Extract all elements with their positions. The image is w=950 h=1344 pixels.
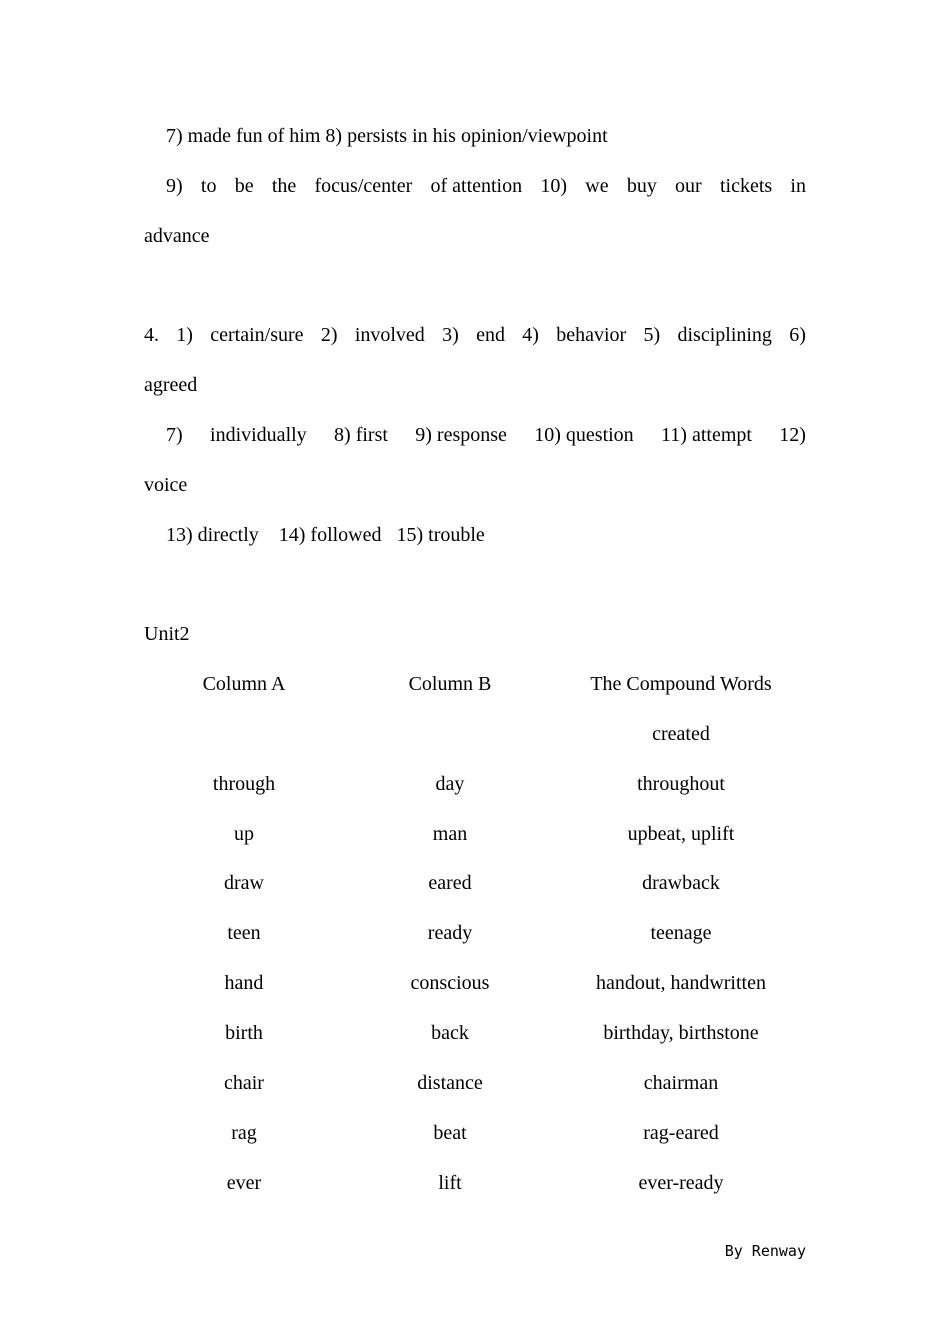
word: 6) [789, 324, 806, 346]
answer-line-9-10 [166, 174, 806, 198]
word: 4. [144, 324, 159, 346]
cell-compound-word: throughout [637, 773, 725, 795]
word: 2) [320, 324, 338, 346]
word: in [790, 175, 806, 197]
word: end [476, 324, 505, 346]
cell-column-a: through [212, 773, 276, 795]
word: 5) [643, 324, 661, 346]
answer-line-7-8: 7) made fun of him 8) persists in his opinion/viewpoint [166, 125, 608, 147]
cell-compound-word: birthday, birthstone [603, 1022, 759, 1044]
section-4-line-1 [144, 323, 806, 347]
header-column-a: Column A [202, 673, 286, 695]
cell-compound-word: handout, handwritten [596, 972, 766, 994]
word: behavior [556, 324, 627, 346]
table-row [0, 1171, 950, 1195]
cell-column-a: ever [226, 1172, 262, 1194]
cell-column-a: chair [224, 1072, 264, 1094]
header-compound-words: The Compound Words [590, 673, 772, 695]
table-row [0, 772, 950, 796]
word: focus/center [314, 175, 413, 197]
table-row [0, 1021, 950, 1045]
word: 10) question [534, 424, 634, 446]
table-row [0, 921, 950, 945]
word: 11) attempt [661, 424, 752, 446]
cell-column-a: rag [231, 1122, 257, 1144]
section-4-line-2: agreed [144, 374, 198, 396]
cell-compound-word: chairman [643, 1072, 719, 1094]
word: 12) [779, 424, 806, 446]
word: to [200, 175, 217, 197]
word: 3) [442, 324, 459, 346]
cell-compound-word: ever-ready [638, 1172, 724, 1194]
cell-column-b: back [431, 1022, 469, 1044]
table-row [0, 871, 950, 895]
word: 9) [166, 175, 183, 197]
table-header-row [0, 672, 950, 696]
table-row [0, 822, 950, 846]
section-4-line-3 [166, 423, 806, 447]
cell-column-a: birth [225, 1022, 263, 1044]
word: tickets [719, 175, 773, 197]
word: 8) first [334, 424, 388, 446]
table-header-continuation-row [0, 722, 950, 746]
cell-column-b: eared [428, 872, 472, 894]
cell-column-b: ready [427, 922, 473, 944]
word: our [675, 175, 702, 197]
word: be [234, 175, 254, 197]
word: 7) [166, 424, 183, 446]
word: 1) [176, 324, 193, 346]
cell-column-b: beat [433, 1122, 467, 1144]
cell-column-b: man [432, 823, 468, 845]
cell-column-b: lift [438, 1172, 462, 1194]
word: we [585, 175, 609, 197]
cell-compound-word: rag-eared [643, 1122, 719, 1144]
word: 9) response [415, 424, 507, 446]
word: the [271, 175, 297, 197]
cell-column-a: draw [224, 872, 264, 894]
word: 10) [540, 175, 568, 197]
cell-compound-word: teenage [650, 922, 712, 944]
word: buy [626, 175, 657, 197]
header-column-b: Column B [408, 673, 492, 695]
cell-compound-word: upbeat, uplift [627, 823, 735, 845]
word: involved [354, 324, 425, 346]
cell-column-a: hand [224, 972, 264, 994]
footer-author: By Renway [724, 1242, 806, 1260]
unit-2-title: Unit2 [144, 623, 190, 645]
answer-line-continuation: advance [144, 225, 210, 247]
cell-column-b: distance [417, 1072, 483, 1094]
word: 4) [522, 324, 539, 346]
cell-column-b: day [435, 773, 465, 795]
header-compound-words-continuation: created [652, 723, 710, 745]
word: disciplining [677, 324, 772, 346]
table-row [0, 1121, 950, 1145]
cell-column-a: teen [227, 922, 261, 944]
word: certain/sure [210, 324, 304, 346]
cell-compound-word: drawback [642, 872, 720, 894]
section-4-line-5: 13) directly 14) followed 15) trouble [166, 524, 485, 546]
word: individually [210, 424, 307, 446]
table-row [0, 971, 950, 995]
cell-column-b: conscious [410, 972, 490, 994]
table-row [0, 1071, 950, 1095]
word: of attention [430, 175, 523, 197]
cell-column-a: up [234, 823, 254, 845]
section-4-line-4: voice [144, 474, 188, 496]
